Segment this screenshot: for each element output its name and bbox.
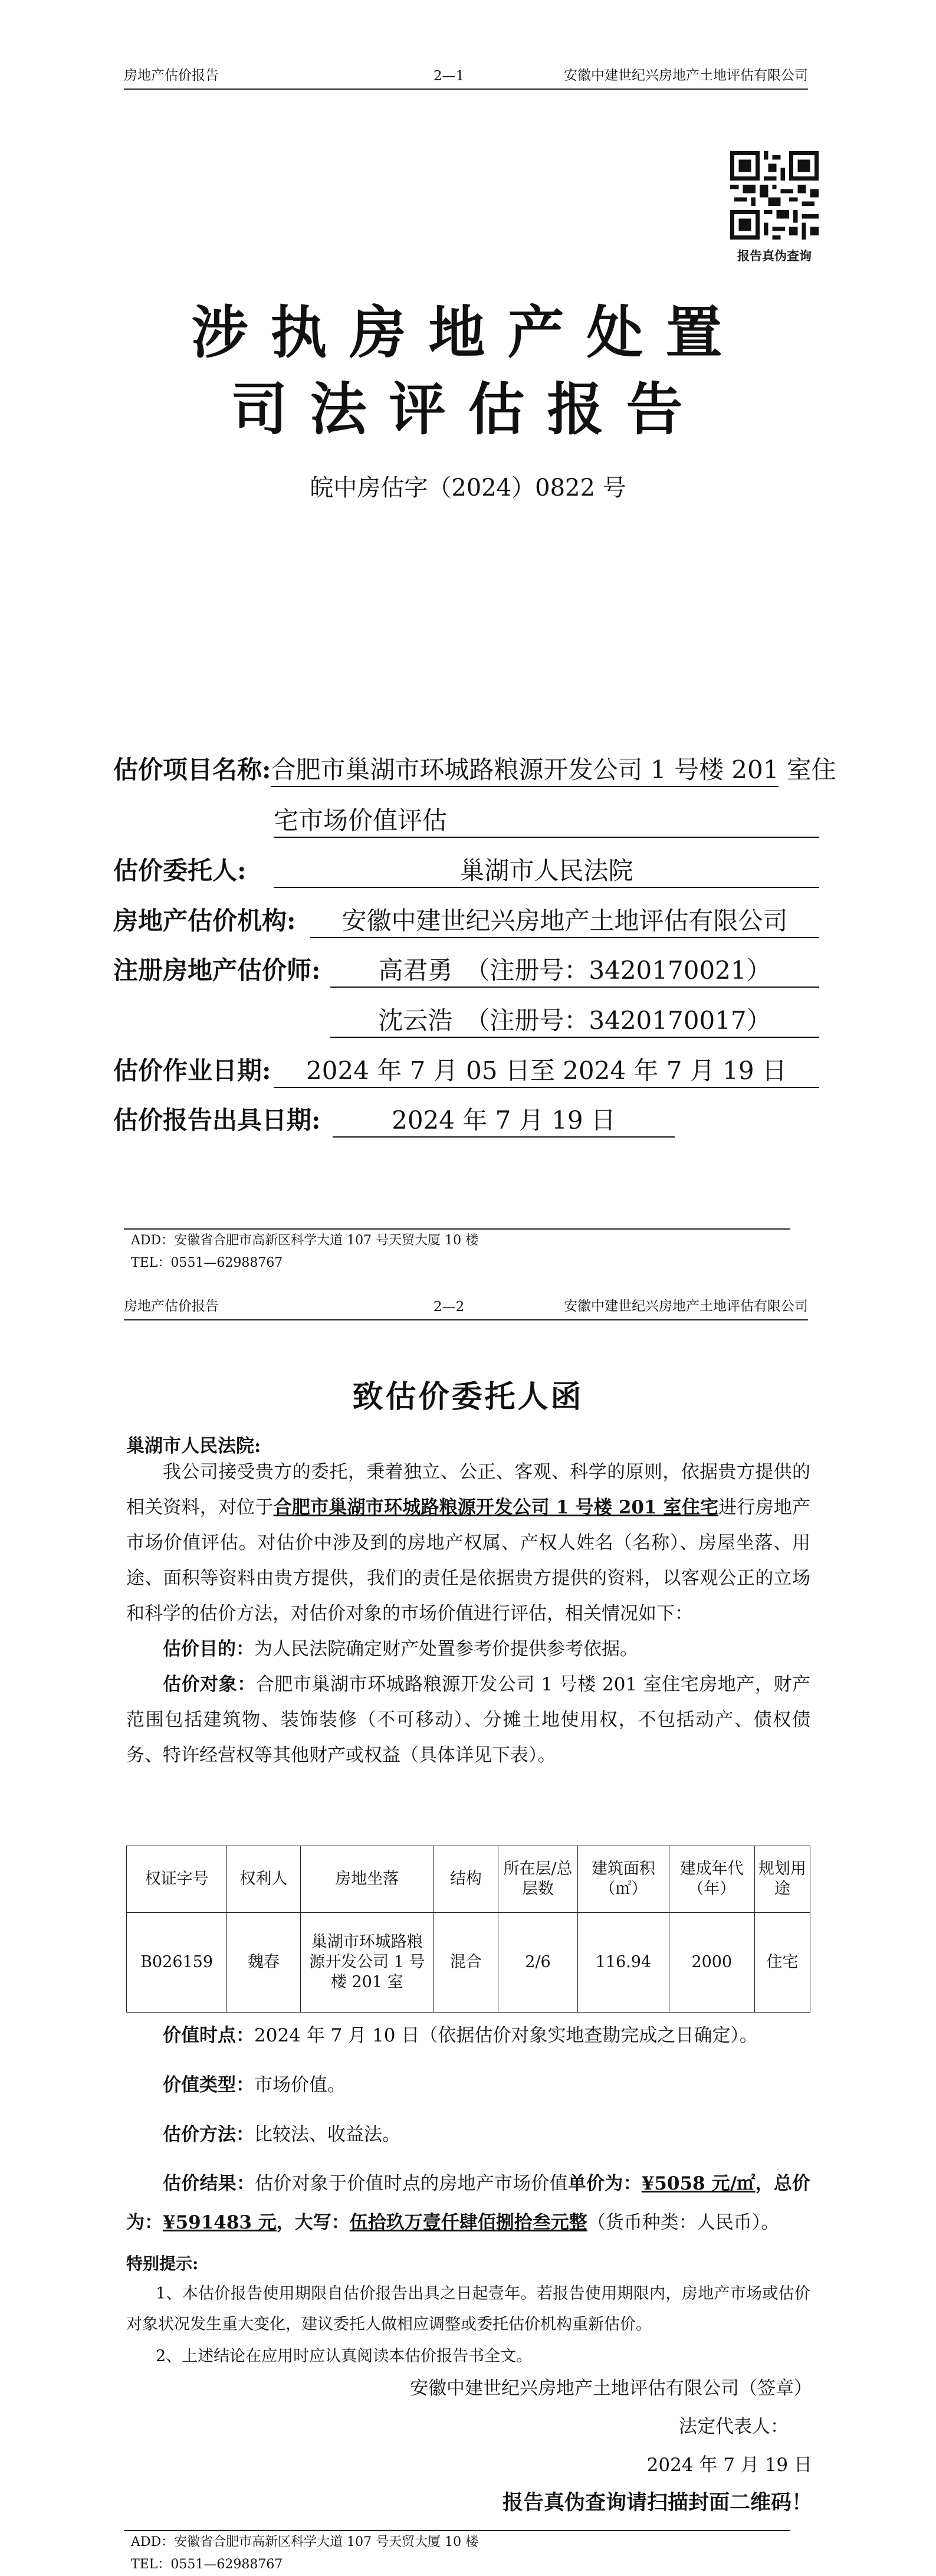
intro-paragraph: [126, 1454, 810, 1631]
table-header-row: [127, 1846, 810, 1913]
result-label: 估价结果：: [163, 2173, 255, 2194]
document-number: 皖中房估字（2024）0822 号: [310, 474, 626, 502]
table-cell: 2/6: [498, 1913, 578, 2013]
unit-price-label: 单价为：: [567, 2173, 642, 2194]
purpose-paragraph: [126, 1631, 810, 1667]
work-date-label: 估价作业日期:: [113, 1056, 271, 1085]
cover-title-line1: 涉执房地产处置: [191, 299, 745, 366]
verify-notice: 报告真伪查询请扫描封面二维码！: [502, 2490, 812, 2515]
value-type-paragraph: [126, 2067, 810, 2103]
header-company: 安徽中建世纪兴房地产土地评估有限公司: [564, 1299, 808, 1314]
project-label: 估价项目名称:: [113, 755, 271, 784]
project-name-line2: 宅市场价值评估: [274, 801, 819, 838]
client-row: [113, 851, 819, 888]
footer-address: ADD：安徽省合肥市高新区科学大道 107 号天贸大厦 10 楼: [131, 1233, 479, 1248]
table-header: 所在层/总层数: [498, 1846, 578, 1913]
page2-footer: [124, 2530, 790, 2576]
appraiser-label: 注册房地产估价师:: [113, 956, 321, 985]
appraiser-2: 沈云浩 （注册号：3420170017）: [330, 1001, 819, 1038]
client-value: 巢湖市人民法院: [274, 851, 819, 888]
method-text: 比较法、收益法。: [254, 2124, 400, 2145]
work-date-value: 2024 年 7 月 05 日至 2024 年 7 月 19 日: [274, 1051, 819, 1088]
property-table: [126, 1846, 810, 2013]
issue-date-value: 2024 年 7 月 19 日: [333, 1101, 675, 1138]
letter-addressee: 巢湖市人民法院:: [126, 1436, 261, 1457]
table-header: 建筑面积（㎡）: [577, 1846, 669, 1913]
table-header: 结构: [433, 1846, 498, 1913]
method-paragraph: [126, 2117, 810, 2152]
object-label: 估价对象：: [163, 1674, 256, 1695]
value-date-text: 2024 年 7 月 10 日（依据估价对象实地查勘完成之日确定）。: [254, 2025, 758, 2046]
project-name-row: [113, 750, 836, 787]
table-cell: 魏春: [227, 1913, 301, 2013]
header-company: 安徽中建世纪兴房地产土地评估有限公司: [564, 68, 808, 83]
letter-date: 2024 年 7 月 19 日: [646, 2454, 812, 2476]
header-page-number: 2—1: [433, 68, 465, 84]
table-header: 房地坐落: [300, 1846, 433, 1913]
running-header: [124, 61, 808, 90]
cover-title-line2: 司法评估报告: [231, 376, 705, 443]
table-cell: 116.94: [577, 1913, 669, 2013]
project-name-line1: 合肥市巢湖市环城路粮源开发公司 1 号楼 201 室住: [271, 750, 779, 787]
appraiser-row2: [330, 1001, 819, 1038]
purpose-label: 估价目的：: [163, 1638, 254, 1660]
table-row: [127, 1913, 810, 2013]
issue-date-label: 估价报告出具日期:: [113, 1106, 321, 1135]
work-date-row: [113, 1051, 819, 1088]
intro-text-c: 进行房地产市场价值评估。对估价中涉及到的房地产权属、产权人姓名（名称）、房屋坐落、用途、面积等资料由贵方提供，我们的责任是依据贵方提供的资料，以客观公正的立场和科学的估价方法，对估价对象的市场价值进行评估，相关情况如下：: [126, 1497, 811, 1624]
footer-tel: TEL：0551—62988767: [131, 2557, 283, 2572]
table-cell: 住宅: [754, 1913, 810, 2013]
header-report-type: 房地产估价报告: [124, 68, 219, 83]
qr-code-icon[interactable]: [730, 151, 819, 240]
page1-footer: [124, 1228, 790, 1274]
result-text: 估价对象于价值时点的房地产市场价值: [255, 2173, 568, 2194]
table-header: 权利人: [227, 1846, 301, 1913]
agency-value: 安徽中建世纪兴房地产土地评估有限公司: [310, 902, 819, 938]
table-cell: 混合: [433, 1913, 498, 2013]
signer: 安徽中建世纪兴房地产土地评估有限公司（签章）: [410, 2378, 812, 2399]
intro-text-a: 我公司接受贵方的委托，秉着独立、公正、客观、科学的原则，依据贵方提供的相关资料，对位于: [126, 1461, 810, 1518]
purpose-text: 为人民法院确定财产处置参考价提供参考依据。: [254, 1638, 638, 1660]
client-label: 估价委托人:: [113, 856, 247, 885]
value-type-label: 价值类型：: [163, 2074, 254, 2096]
notes-title: 特别提示:: [126, 2254, 199, 2273]
upper-value: 伍拾玖万壹仟肆佰捌拾叁元整: [349, 2212, 587, 2233]
note-1: 1、本估价报告使用期限自估价报告出具之日起壹年。若报告使用期限内，房地产市场或估价对象状况发生重大变化，建议委托人做相应调整或委托估价机构重新估价。: [126, 2285, 810, 2334]
qr-block: [724, 151, 825, 264]
table-cell: 2000: [669, 1913, 754, 2013]
object-paragraph: [126, 1667, 810, 1773]
issue-date-row: [113, 1101, 675, 1138]
table-header: 建成年代（年）: [669, 1846, 754, 1913]
total-label: ，总价为：: [126, 2173, 811, 2233]
upper-label: ，大写：: [276, 2212, 350, 2233]
total-value: ¥591483 元: [163, 2212, 277, 2233]
note-2: 2、上述结论在应用时应认真阅读本估价报告书全文。: [156, 2347, 533, 2365]
table-header: 权证字号: [127, 1846, 227, 1913]
method-label: 估价方法：: [163, 2124, 254, 2145]
table-header: 规划用途: [754, 1846, 810, 1913]
letter-title: 致估价委托人函: [352, 1379, 584, 1415]
legal-representative: 法定代表人：: [679, 2416, 789, 2437]
currency-text: （货币种类：人民币）。: [587, 2212, 780, 2233]
qr-caption: 报告真伪查询: [737, 248, 812, 263]
running-header-2: [124, 1292, 808, 1320]
value-date-paragraph: [126, 2018, 810, 2053]
object-text: 合肥市巢湖市环城路粮源开发公司 1 号楼 201 室住宅房地产，财产范围包括建筑物、装饰装修（不可移动）、分摊土地使用权，不包括动产、债权债务、特许经营权等其他财产或权益（具体详见下表）。: [126, 1674, 810, 1766]
appraiser-1: 高君勇 （注册号：3420170021）: [330, 951, 819, 988]
project-name-row2: [274, 801, 819, 838]
agency-label: 房地产估价机构:: [113, 906, 296, 935]
result-paragraph: [126, 2164, 810, 2242]
table-cell: B026159: [127, 1913, 227, 2013]
footer-tel: TEL：0551—62988767: [131, 1256, 283, 1270]
footer-address: ADD：安徽省合肥市高新区科学大道 107 号天贸大厦 10 楼: [131, 2535, 479, 2549]
header-page-number: 2—2: [433, 1299, 465, 1315]
unit-price-value: ¥5058 元/㎡: [641, 2173, 756, 2194]
value-date-label: 价值时点：: [163, 2025, 254, 2046]
intro-property: 合肥市巢湖市环城路粮源开发公司 1 号楼 201 室住宅: [273, 1497, 719, 1518]
agency-row: [113, 902, 819, 938]
letter-page: [0, 1292, 936, 2575]
header-report-type: 房地产估价报告: [124, 1299, 219, 1314]
table-cell: 巢湖市环城路粮源开发公司 1 号楼 201 室: [300, 1913, 433, 2013]
appraiser-row: [113, 951, 819, 988]
value-type-text: 市场价值。: [254, 2074, 346, 2096]
